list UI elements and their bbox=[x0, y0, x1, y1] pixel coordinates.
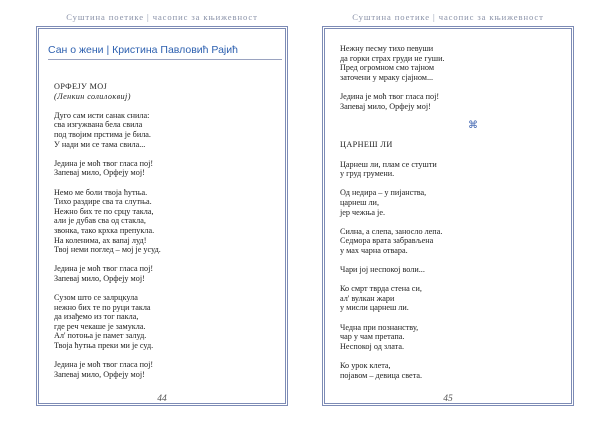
verse-line: Чари јој неспокој воли... bbox=[340, 265, 425, 275]
verse-line: Чедна при познанству, bbox=[340, 322, 419, 332]
left-poem-body bbox=[54, 111, 280, 380]
stanza bbox=[54, 293, 280, 351]
verse-line: звонка, тако крхка препукла. bbox=[54, 225, 155, 235]
verse-line: сва изгужвана бела свила bbox=[54, 120, 143, 130]
verse-line: Једина је моћ твог гласа поj! bbox=[54, 158, 154, 168]
stanza bbox=[54, 264, 280, 283]
article-title: Сан о жени | Кристина Павловић Рајић bbox=[48, 44, 282, 60]
verse-line: Пред огромном смо тајном bbox=[340, 63, 434, 73]
verse-line: Ко урок клета, bbox=[340, 361, 391, 370]
right-content bbox=[340, 44, 566, 390]
verse-line: где реч чекаше је замукла. bbox=[54, 321, 146, 331]
verse-line: Сузом што се залрцкула bbox=[54, 293, 138, 303]
poem-subtitle: (Ленкин солилоквиј) bbox=[54, 91, 131, 101]
stanza bbox=[340, 284, 566, 313]
left-content bbox=[54, 82, 280, 389]
stanza bbox=[340, 227, 566, 256]
verse-line: да горки страх груди не гуши. bbox=[340, 53, 445, 63]
ornament-icon: ⌘ bbox=[468, 119, 478, 131]
verse-line: заточени у мраку сјајном... bbox=[340, 72, 434, 82]
verse-line: Твој неми поглед – мој је усуд. bbox=[54, 245, 161, 255]
verse-line: царнеш ли, bbox=[340, 197, 379, 207]
verse-line: Запевај мило, Орфеју мој! bbox=[340, 101, 431, 111]
verse-line: чар у чам претапа. bbox=[340, 332, 405, 342]
stanza bbox=[340, 92, 566, 111]
verse-line: Твоја ћутња преки ми је суд. bbox=[54, 341, 154, 351]
page-number-right: 45 bbox=[443, 394, 453, 404]
stanza bbox=[340, 265, 566, 275]
stanza bbox=[54, 188, 280, 255]
stanza bbox=[54, 360, 280, 379]
left-page bbox=[28, 8, 296, 416]
right-poem-continuation bbox=[340, 44, 566, 111]
stanza bbox=[340, 323, 566, 352]
verse-line: Једина је моћ твог гласа поj! bbox=[54, 360, 154, 370]
right-page bbox=[314, 8, 582, 416]
verse-line: да изађемо из тог пакла, bbox=[54, 312, 139, 322]
verse-line: У нади ми се тама свила... bbox=[54, 139, 146, 149]
running-head: Суштина поетике | часопис за књижевност bbox=[66, 12, 258, 22]
verse-line: Силна, а слепа, занослo лепа. bbox=[340, 226, 443, 236]
right-poem-body bbox=[340, 160, 566, 381]
page-number-left: 44 bbox=[157, 394, 167, 404]
verse-line: Једина је моћ твог гласа поj! bbox=[340, 91, 440, 101]
verse-line: јер чежња је. bbox=[340, 207, 386, 217]
running-head: Суштина поетике | часопис за књижевност bbox=[352, 12, 544, 22]
verse-line: Ко смрт тврда стена си, bbox=[340, 284, 422, 294]
verse-line: Дуго сам исти санак снила: bbox=[54, 110, 150, 120]
verse-line: Седмора врата забрављена bbox=[340, 236, 434, 246]
verse-line: Запевај мило, Орфеју мој! bbox=[54, 273, 145, 283]
stanza bbox=[340, 361, 566, 380]
verse-line: Тихо раздире сва та слутња. bbox=[54, 197, 152, 207]
verse-line: На коленима, ах вапај луд! bbox=[54, 235, 147, 245]
verse-line: Нежно бих те по срцу такла, bbox=[54, 206, 154, 216]
verse-line: ал' вулкан жари bbox=[340, 293, 395, 303]
verse-line: Запевај мило, Орфеју мој! bbox=[54, 369, 145, 379]
verse-line: у груд грумени. bbox=[340, 169, 395, 179]
verse-line: Запевај мило, Орфеју мој! bbox=[54, 168, 145, 178]
verse-line: у мах чарна отвара. bbox=[340, 245, 408, 255]
verse-line: Неспокој од злата. bbox=[340, 341, 405, 351]
stanza bbox=[340, 188, 566, 217]
verse-line: Немо ме боли твоја ћутња. bbox=[54, 187, 148, 197]
verse-line: али је дубав сва од стакла, bbox=[54, 216, 146, 226]
stanza bbox=[54, 159, 280, 178]
poem-title-carnesh: ЦАРНЕШ ЛИ bbox=[340, 140, 393, 150]
verse-line: у мисли царнеш ли. bbox=[340, 303, 409, 313]
verse-line: Царнеш ли, плам се стушти bbox=[340, 159, 437, 169]
verse-line: Нежну песму тихо певуши bbox=[340, 44, 434, 53]
stanza bbox=[54, 111, 280, 149]
verse-line: Ал' потоња је памет залуд. bbox=[54, 331, 147, 341]
verse-line: нежно бих те по руци такла bbox=[54, 302, 151, 312]
stanza bbox=[340, 160, 566, 179]
stanza bbox=[340, 44, 566, 82]
verse-line: појавом – девица света. bbox=[340, 370, 423, 380]
verse-line: Од недира – у пијанства, bbox=[340, 188, 427, 198]
poem-title-orfeju: ОРФЕЈУ МОЈ bbox=[54, 82, 108, 91]
verse-line: под твојим прстима је била. bbox=[54, 129, 151, 139]
verse-line: Једина је моћ твог гласа поj! bbox=[54, 264, 154, 274]
